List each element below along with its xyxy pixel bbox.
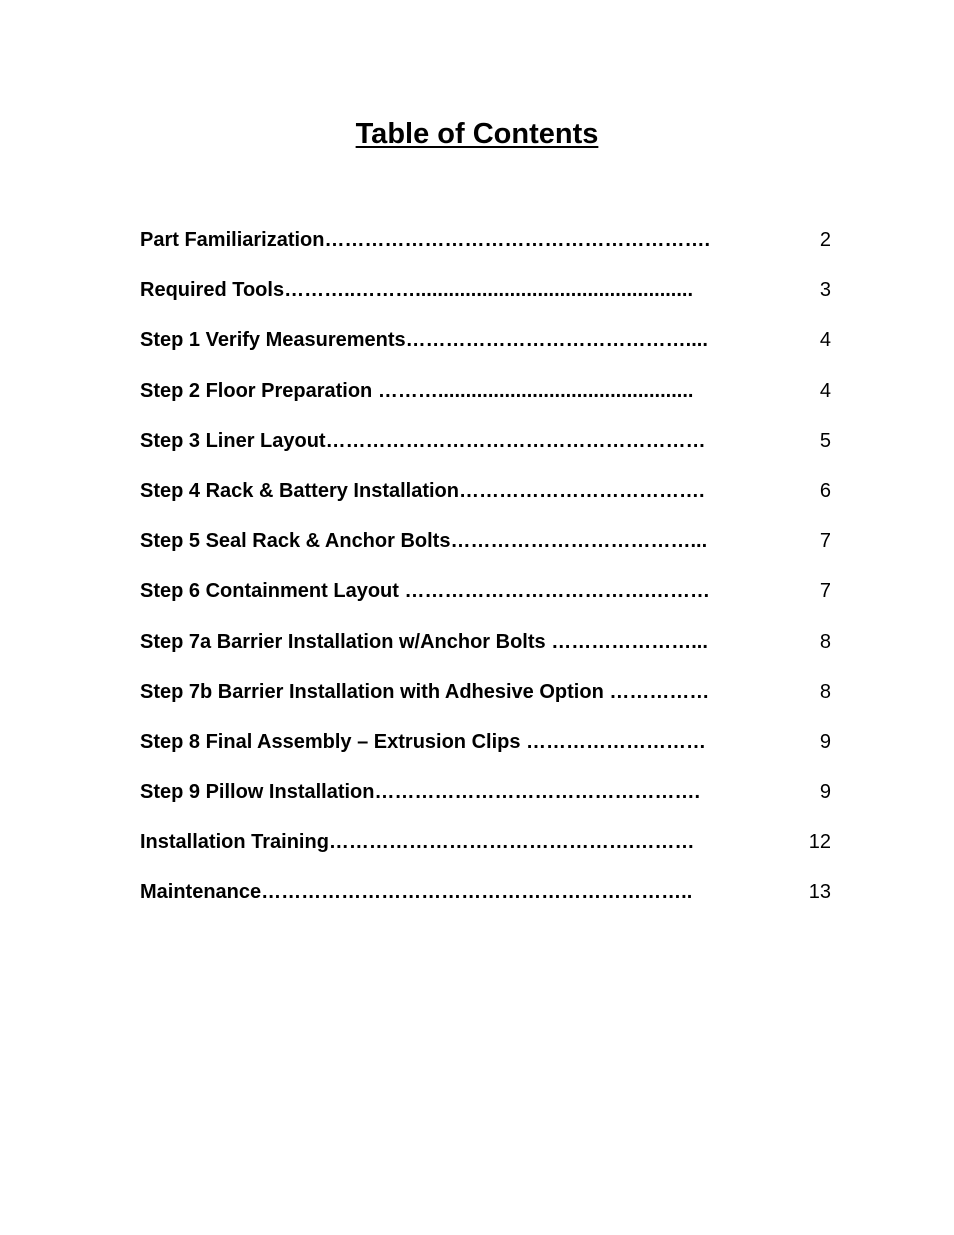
toc-entry-step-5 [140,527,840,577]
toc-entry-page: 8 [819,630,831,653]
toc-entry-label: Step 7a Barrier Installation w/Anchor Bolts …………………... [140,630,708,653]
toc-entry-page: 2 [819,229,831,251]
toc-entry-page: 4 [819,379,831,402]
toc-entry-label: Step 5 Seal Rack & Anchor Bolts………………………………... [140,530,708,553]
toc-entry-page: 9 [819,781,831,804]
toc-entry-step-6 [140,577,840,627]
toc-entry-label: Step 9 Pillow Installation…………………………………………. [140,781,701,804]
toc-entry-part-familiarization [140,226,840,276]
toc-entry-step-2 [140,377,840,427]
toc-entry-required-tools [140,276,840,326]
toc-entry-step-1 [140,326,840,376]
toc-entry-page: 4 [819,329,831,352]
toc-entry-label: Step 8 Final Assembly – Extrusion Clips ……………………… [140,730,707,753]
toc-entry-step-8 [140,728,840,778]
toc-entry-page: 13 [808,881,831,904]
toc-entry-label: Step 7b Barrier Installation with Adhesive Option …………… [140,680,710,703]
toc-entry-label: Step 1 Verify Measurements…………………………………….... [140,329,708,352]
toc-entry-page: 5 [819,429,831,452]
table-of-contents [140,226,840,929]
toc-entry-label: Maintenance……………………………………………………….. [140,881,693,904]
toc-entry-page: 6 [819,479,831,502]
toc-entry-label: Step 6 Containment Layout ……………………………….……… [140,580,711,603]
toc-entry-step-9 [140,778,840,828]
toc-entry-label: Step 3 Liner Layout………………………………………………… [140,429,706,452]
toc-entry-page: 7 [819,580,831,603]
toc-entry-label: Installation Training……………………………………….……… [140,831,695,854]
toc-entry-label: Part Familiarization…………………………………………………. [140,229,711,251]
toc-entry-maintenance [140,878,840,928]
toc-entry-step-7a [140,628,840,678]
page-title: Table of Contents [355,118,599,150]
toc-entry-installation-training [140,828,840,878]
toc-entry-step-4 [140,477,840,527]
toc-entry-step-7b [140,678,840,728]
toc-entry-page: 8 [819,680,831,703]
toc-entry-step-3 [140,427,840,477]
toc-entry-label: Step 4 Rack & Battery Installation………………………………. [140,479,705,502]
toc-entry-page: 9 [819,730,831,753]
toc-entry-page: 3 [819,279,831,302]
toc-entry-label: Step 2 Floor Preparation ……….............................................. [140,379,694,402]
toc-entry-page: 12 [808,831,831,854]
toc-entry-label: Required Tools………..……….................................................. [140,279,694,302]
toc-entry-page: 7 [819,530,831,553]
